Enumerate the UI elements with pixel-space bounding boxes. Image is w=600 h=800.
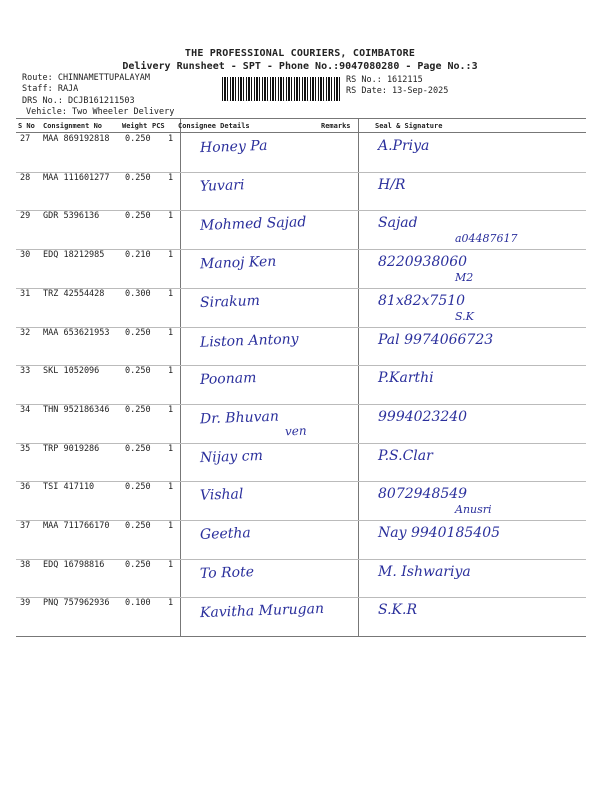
row-sno: 30	[20, 250, 31, 261]
seal-signature: M. Ishwariya	[378, 563, 471, 580]
consignee-handwriting-line2: ven	[284, 423, 307, 439]
consignee-handwriting: Nijay cm	[199, 447, 264, 466]
row-consignment-no: THN 952186346	[43, 404, 110, 415]
consignee-handwriting: Geetha	[199, 525, 252, 543]
row-consignment-no: GDR 5396136	[43, 211, 100, 222]
barcode-image	[222, 77, 342, 101]
row-consignment-no: MAA 711766170	[43, 521, 110, 531]
seal-signature: Sajad	[378, 215, 418, 232]
seal-signature: 8072948549	[378, 486, 468, 503]
row-pcs: 1	[168, 211, 174, 222]
row-pcs: 1	[168, 598, 174, 609]
row-weight: 0.250	[125, 404, 151, 415]
row-consignment-no: MAA 111601277	[43, 172, 110, 183]
seal-signature-line2: S.K	[455, 309, 474, 323]
col-header-sno: S No	[18, 122, 35, 130]
row-weight: 0.250	[125, 366, 151, 377]
row-consignment-no: TRP 9019286	[43, 443, 100, 454]
row-consignment-no: MAA 653621953	[43, 327, 110, 338]
row-sno: 38	[20, 559, 31, 570]
drs-number: DRS No.: DCJB161211503	[22, 96, 135, 106]
consignee-handwriting: Yuvari	[199, 176, 245, 195]
staff-label: Staff: RAJA	[22, 84, 79, 94]
row-sno: 31	[20, 288, 31, 299]
consignee-handwriting: Honey Pa	[199, 137, 268, 157]
row-pcs: 1	[168, 559, 174, 570]
col-header-seal: Seal & Signature	[375, 122, 443, 130]
seal-signature: Pal 9974066723	[378, 331, 494, 348]
seal-signature: A.Priya	[378, 138, 430, 154]
seal-signature: 81x82x7510	[378, 292, 466, 309]
rs-number: RS No.: 1612115	[346, 75, 423, 85]
row-sno: 28	[20, 172, 31, 183]
row-sno: 27	[20, 134, 31, 144]
row-consignment-no: PNQ 757962936	[43, 598, 110, 609]
row-consignment-no: TSI 417110	[43, 482, 95, 493]
row-weight: 0.210	[125, 250, 151, 261]
seal-signature: Nay 9940185405	[378, 525, 501, 541]
row-sno: 34	[20, 404, 31, 415]
row-pcs: 1	[168, 327, 174, 338]
seal-signature: P.Karthi	[378, 370, 434, 387]
seal-signature: 9994023240	[378, 408, 468, 425]
row-sno: 36	[20, 482, 31, 493]
row-weight: 0.250	[125, 559, 151, 570]
row-consignment-no: EDQ 18212985	[43, 250, 105, 261]
vehicle-label: Vehicle: Two Wheeler Delivery	[26, 107, 175, 117]
row-weight: 0.250	[125, 172, 151, 183]
row-weight: 0.250	[125, 521, 151, 531]
row-weight: 0.250	[125, 327, 151, 338]
row-divider	[16, 481, 586, 482]
consignee-handwriting: Vishal	[199, 486, 244, 505]
rs-date: RS Date: 13-Sep-2025	[346, 86, 449, 96]
seal-signature-line2: a04487617	[455, 232, 518, 246]
row-divider	[16, 210, 586, 211]
col-header-weight: Weight	[122, 122, 148, 130]
row-sno: 37	[20, 521, 31, 531]
row-sno: 33	[20, 366, 31, 377]
row-consignment-no: TRZ 42554428	[43, 288, 105, 299]
row-pcs: 1	[168, 250, 174, 261]
col-header-remarks: Remarks	[321, 122, 351, 130]
row-pcs: 1	[168, 482, 174, 493]
seal-signature-line2: Anusri	[455, 503, 492, 517]
consignee-handwriting: Dr. Bhuvan	[199, 408, 280, 428]
company-title: THE PROFESSIONAL COURIERS, COIMBATORE	[184, 48, 416, 59]
table-top-border	[16, 118, 586, 119]
seal-signature: 8220938060	[378, 254, 468, 271]
row-pcs: 1	[168, 134, 174, 144]
row-sno: 29	[20, 211, 31, 222]
seal-signature: H/R	[378, 176, 406, 193]
route-label: Route: CHINNAMETTUPALAYAM	[22, 73, 150, 83]
row-consignment-no: EDQ 16798816	[43, 559, 105, 570]
seal-signature: S.K.R	[378, 602, 417, 619]
row-weight: 0.250	[125, 211, 151, 222]
consignee-handwriting: Manoj Ken	[199, 253, 277, 273]
row-divider	[16, 365, 586, 366]
consignee-handwriting: Liston Antony	[199, 330, 299, 351]
row-weight: 0.300	[125, 288, 151, 299]
consignee-handwriting: Mohmed Sajad	[199, 214, 307, 235]
col-header-consignee: Consignee Details	[178, 122, 250, 130]
row-weight: 0.250	[125, 443, 151, 454]
row-sno: 35	[20, 443, 31, 454]
seal-signature: P.S.Clar	[378, 447, 433, 464]
row-weight: 0.250	[125, 134, 151, 144]
table-bottom-border	[16, 636, 586, 637]
row-sno: 39	[20, 598, 31, 609]
consignee-handwriting: Kavitha Murugan	[199, 601, 325, 622]
consignee-handwriting: Poonam	[199, 370, 257, 389]
runsheet-subtitle: Delivery Runsheet - SPT - Phone No.:9047080280 - Page No.:3	[122, 61, 478, 72]
row-sno: 32	[20, 327, 31, 338]
seal-signature-line2: M2	[455, 271, 474, 285]
row-pcs: 1	[168, 404, 174, 415]
col-header-pcs: PCS	[152, 122, 165, 130]
row-pcs: 1	[168, 288, 174, 299]
row-pcs: 1	[168, 366, 174, 377]
row-pcs: 1	[168, 521, 174, 531]
row-consignment-no: MAA 869192818	[43, 134, 110, 144]
row-pcs: 1	[168, 443, 174, 454]
consignee-handwriting: Sirakum	[199, 292, 261, 311]
col-header-consignment: Consignment No	[43, 122, 103, 130]
row-weight: 0.100	[125, 598, 151, 609]
header-bottom-border	[16, 132, 586, 133]
row-weight: 0.250	[125, 482, 151, 493]
row-divider	[16, 443, 586, 444]
row-pcs: 1	[168, 172, 174, 183]
row-consignment-no: SKL 1052096	[43, 366, 100, 377]
consignee-handwriting: To Rote	[199, 563, 255, 582]
